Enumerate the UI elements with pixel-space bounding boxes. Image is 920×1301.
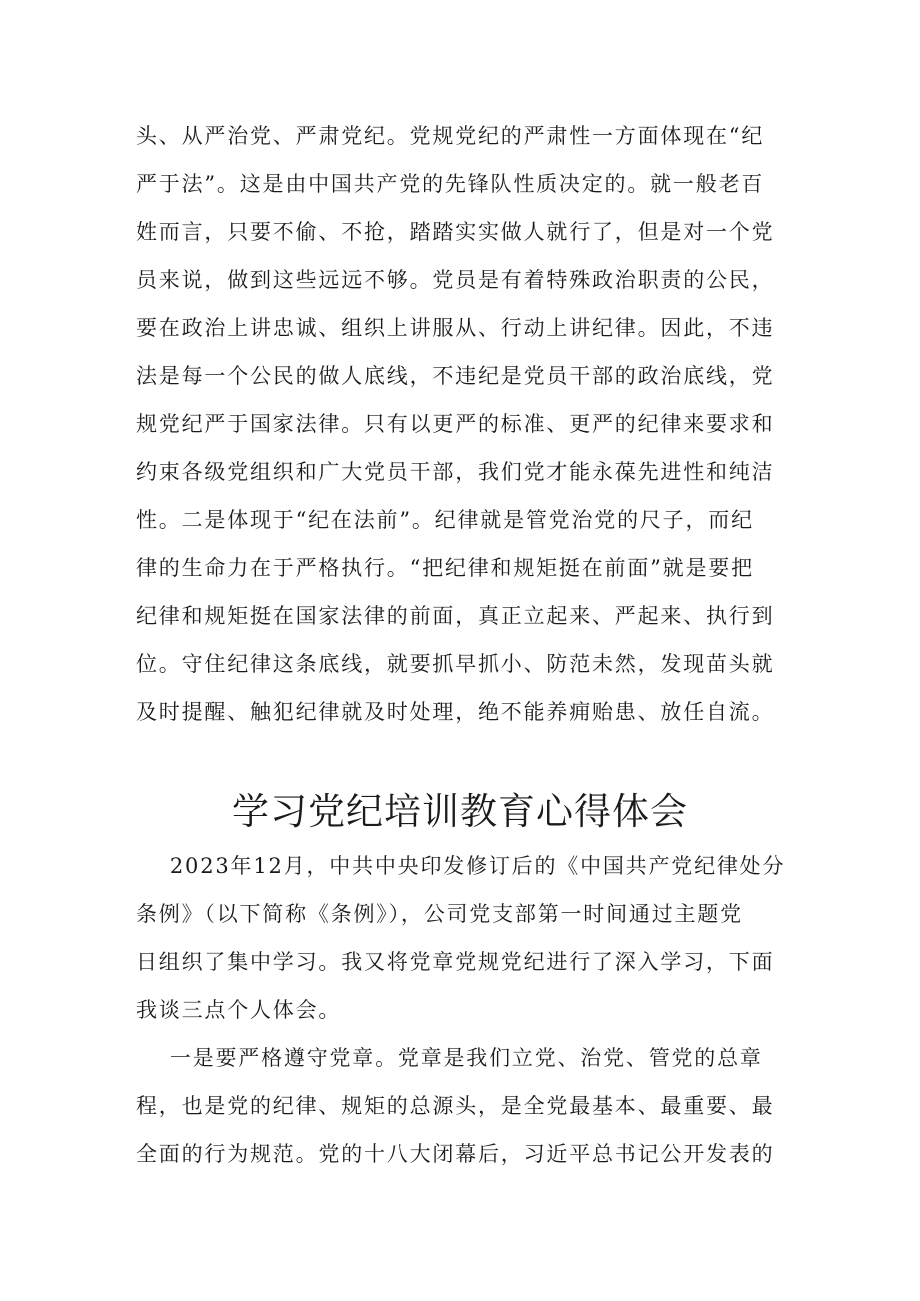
body-text-line: 严于法”。这是由中国共产党的先锋队性质决定的。就一般老百 [136,172,765,196]
body-text-line: 位。守住纪律这条底线，就要抓早抓小、防范未然，发现苗头就 [136,652,775,676]
body-text-line: 头、从严治党、严肃党纪。党规党纪的严肃性一方面体现在“纪 [136,124,765,148]
body-text-line: 2023年12月，中共中央印发修订后的《中国共产党纪律处分 [136,854,786,878]
body-text-line: 我谈三点个人体会。 [136,998,342,1022]
body-text-line: 员来说，做到这些远远不够。党员是有着特殊政治职责的公民， [136,268,775,292]
body-text-line: 全面的行为规范。党的十八大闭幕后，习近平总书记公开发表的 [136,1142,775,1166]
body-text-line: 条例》（以下简称《条例》），公司党支部第一时间通过主题党 [136,902,743,926]
body-text-line: 法是每一个公民的做人底线，不违纪是党员干部的政治底线，党 [136,364,775,388]
body-text-line: 程，也是党的纪律、规矩的总源头，是全党最基本、最重要、最 [136,1094,775,1118]
body-text-line: 纪律和规矩挺在国家法律的前面，真正立起来、严起来、执行到 [136,604,775,628]
body-text-line: 要在政治上讲忠诚、组织上讲服从、行动上讲纪律。因此，不违 [136,316,775,340]
body-text-line: 性。二是体现于“纪在法前”。纪律就是管党治党的尺子，而纪 [136,508,754,532]
document-title: 学习党纪培训教育心得体会 [232,790,688,833]
body-text-line: 律的生命力在于严格执行。“把纪律和规矩挺在前面”就是要把 [136,556,754,580]
body-text-line: 规党纪严于国家法律。只有以更严的标准、更严的纪律来要求和 [136,412,775,436]
body-text-line: 及时提醒、触犯纪律就及时处理，绝不能养痈贻患、放任自流。 [136,700,775,724]
body-text-line: 一是要严格遵守党章。党章是我们立党、治党、管党的总章 [136,1046,763,1070]
body-text-line: 日组织了集中学习。我又将党章党规党纪进行了深入学习，下面 [136,950,775,974]
body-text-line: 约束各级党组织和广大党员干部，我们党才能永葆先进性和纯洁 [136,460,775,484]
body-text-line: 姓而言，只要不偷、不抢，踏踏实实做人就行了，但是对一个党 [136,220,775,244]
